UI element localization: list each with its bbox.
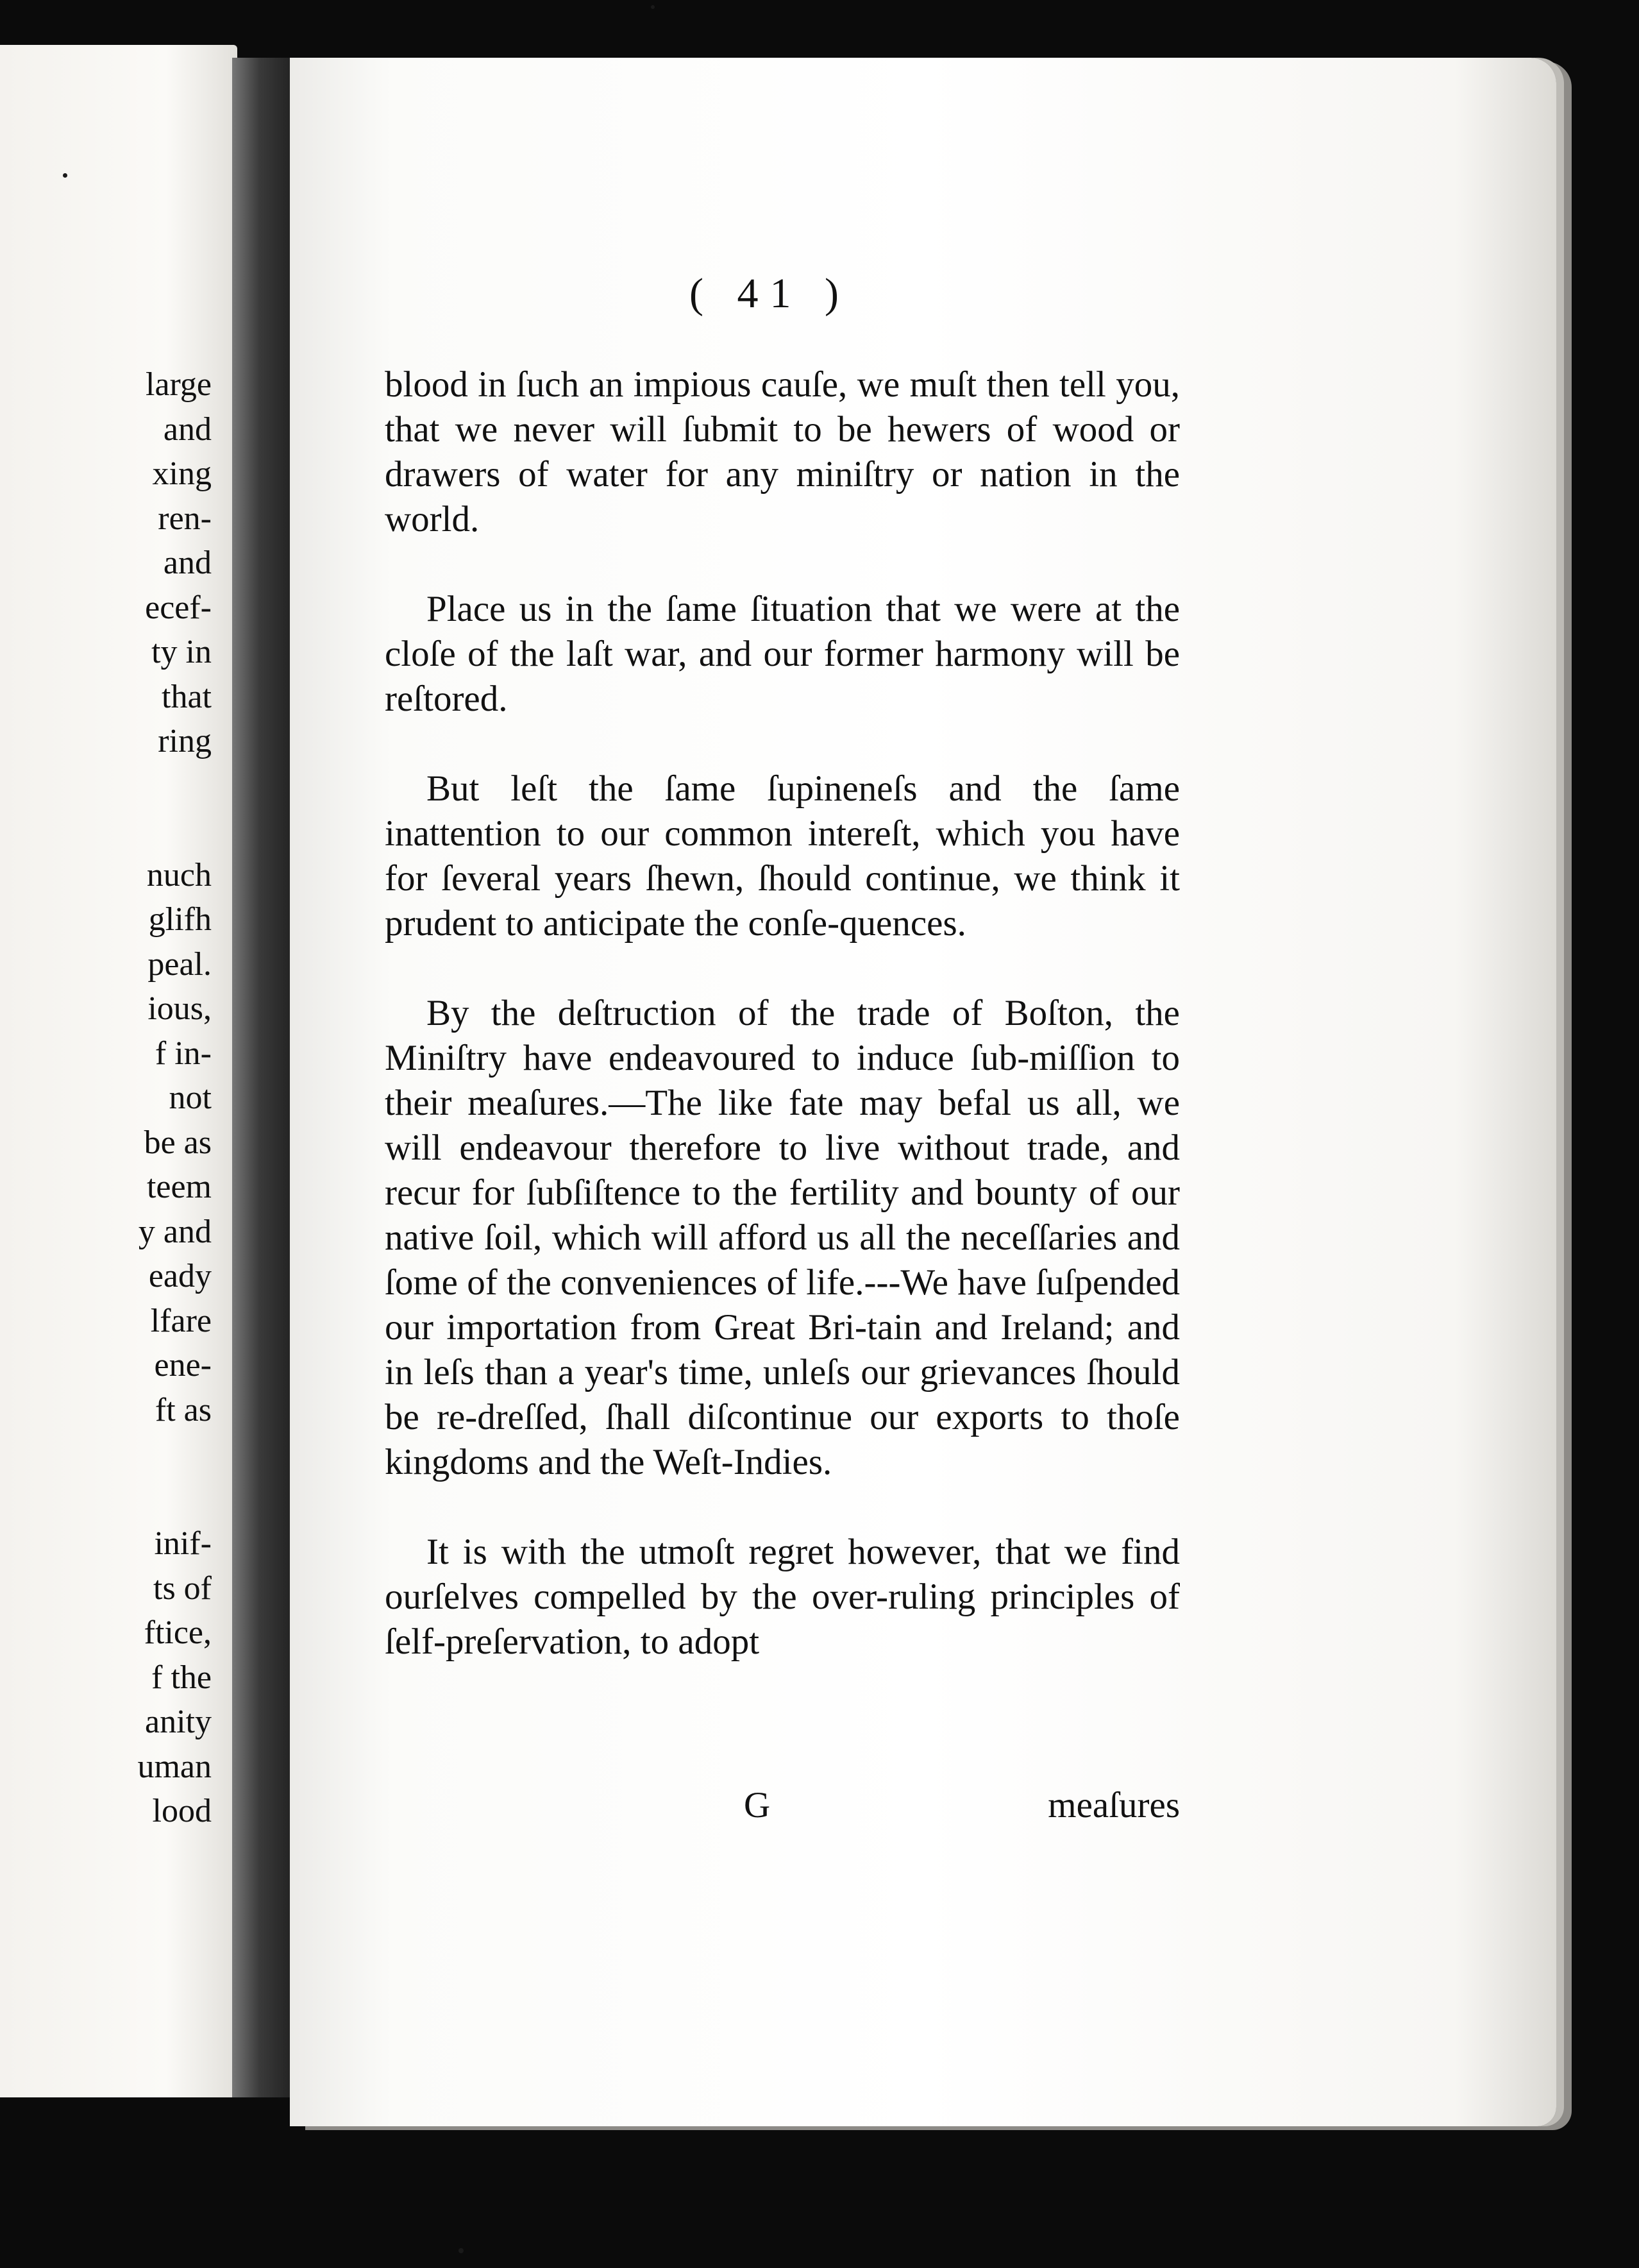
page-number: ( 41 ) (689, 270, 850, 317)
previous-page-text (137, 362, 212, 1834)
book-binding-gutter (232, 58, 293, 2097)
previous-page-line: y and (138, 1213, 212, 1250)
dust-speck (651, 5, 655, 9)
previous-page-blank-line (137, 808, 212, 853)
previous-page-line: ecef- (145, 589, 212, 626)
previous-page-line: ious, (147, 990, 212, 1027)
previous-page-line: f in- (155, 1035, 212, 1072)
previous-page-line: and (163, 545, 212, 581)
previous-page-line: nuch (146, 856, 212, 893)
previous-page-line: ft as (155, 1391, 212, 1428)
previous-page-blank-line (137, 764, 212, 809)
previous-page-blank-line (137, 1477, 212, 1522)
previous-page-line: ftice, (144, 1614, 212, 1651)
previous-page-line: and (163, 410, 212, 448)
paragraph-3: But leſt the ſame ſupineneſs and the ſame inattention to our common intereſt, which you have for ſeveral years ſhewn, ſhould continue, we think it prudent to anticipate the conſe-quences. (385, 768, 1180, 944)
previous-page-line: inif- (154, 1525, 212, 1562)
paragraph-4: By the deſtruction of the trade of Boſton, the Miniſtry have endeavoured to induce ſub-miſſion to their meaſures.—The like fate may befal us all, we will endeavour therefore to live without trade, and recur for ſubſiſtence to the fertility and bounty of our native ſoil, which will afford us all the neceſſaries and ſome of the conveniences of life.---We have ſuſpended our importation from Great Bri-tain and Ireland; and in leſs than a year's time, unleſs our grievances ſhould be re-dreſſed, ſhall diſcontinue our exports to thoſe kingdoms and the Weſt-Indies. (385, 993, 1180, 1482)
previous-page-line: anity (145, 1704, 212, 1740)
paragraph-2: Place us in the ſame ſituation that we were at the cloſe of the laſt war, and our former harmony will be reſtored. (385, 589, 1180, 719)
paragraph-5: It is with the utmoſt regret however, that we find ourſelves compelled by the over-ruling principles of ſelf-preſervation, to adopt (385, 1532, 1180, 1662)
previous-page-line: peal. (147, 945, 212, 983)
previous-page-line: ene- (154, 1347, 212, 1384)
page-body (385, 362, 1180, 1664)
page-footer (385, 1783, 1180, 1828)
previous-page-line: that (162, 678, 212, 715)
signature-mark: G (744, 1785, 771, 1825)
dust-speck (458, 2248, 464, 2253)
previous-page-line: eady (148, 1258, 212, 1294)
paragraph-1: blood in ſuch an impious cauſe, we muſt then tell you, that we never will ſubmit to be hewers of wood or drawers of water for any miniſtry or nation in the world. (385, 364, 1180, 539)
previous-page-line: teem (146, 1169, 212, 1205)
previous-page-line: xing (152, 455, 212, 492)
catchword: meaſures (1048, 1785, 1180, 1825)
previous-page-line: ts of (153, 1570, 212, 1607)
previous-page-line: not (169, 1079, 212, 1116)
previous-page-blank-line (137, 1432, 212, 1477)
previous-page-line: be as (144, 1124, 212, 1161)
dust-speck (63, 173, 67, 178)
previous-page-line: large (146, 366, 212, 403)
previous-page-line: uman (137, 1748, 212, 1785)
previous-page-line: ring (158, 723, 212, 759)
previous-page-line: glifh (148, 901, 212, 938)
previous-page-line: f the (151, 1659, 212, 1696)
previous-page-line: ren- (158, 500, 212, 537)
previous-page (0, 45, 237, 2097)
previous-page-line: ty in (151, 634, 212, 670)
previous-page-line: lood (152, 1793, 212, 1829)
previous-page-line: lfare (150, 1302, 212, 1339)
